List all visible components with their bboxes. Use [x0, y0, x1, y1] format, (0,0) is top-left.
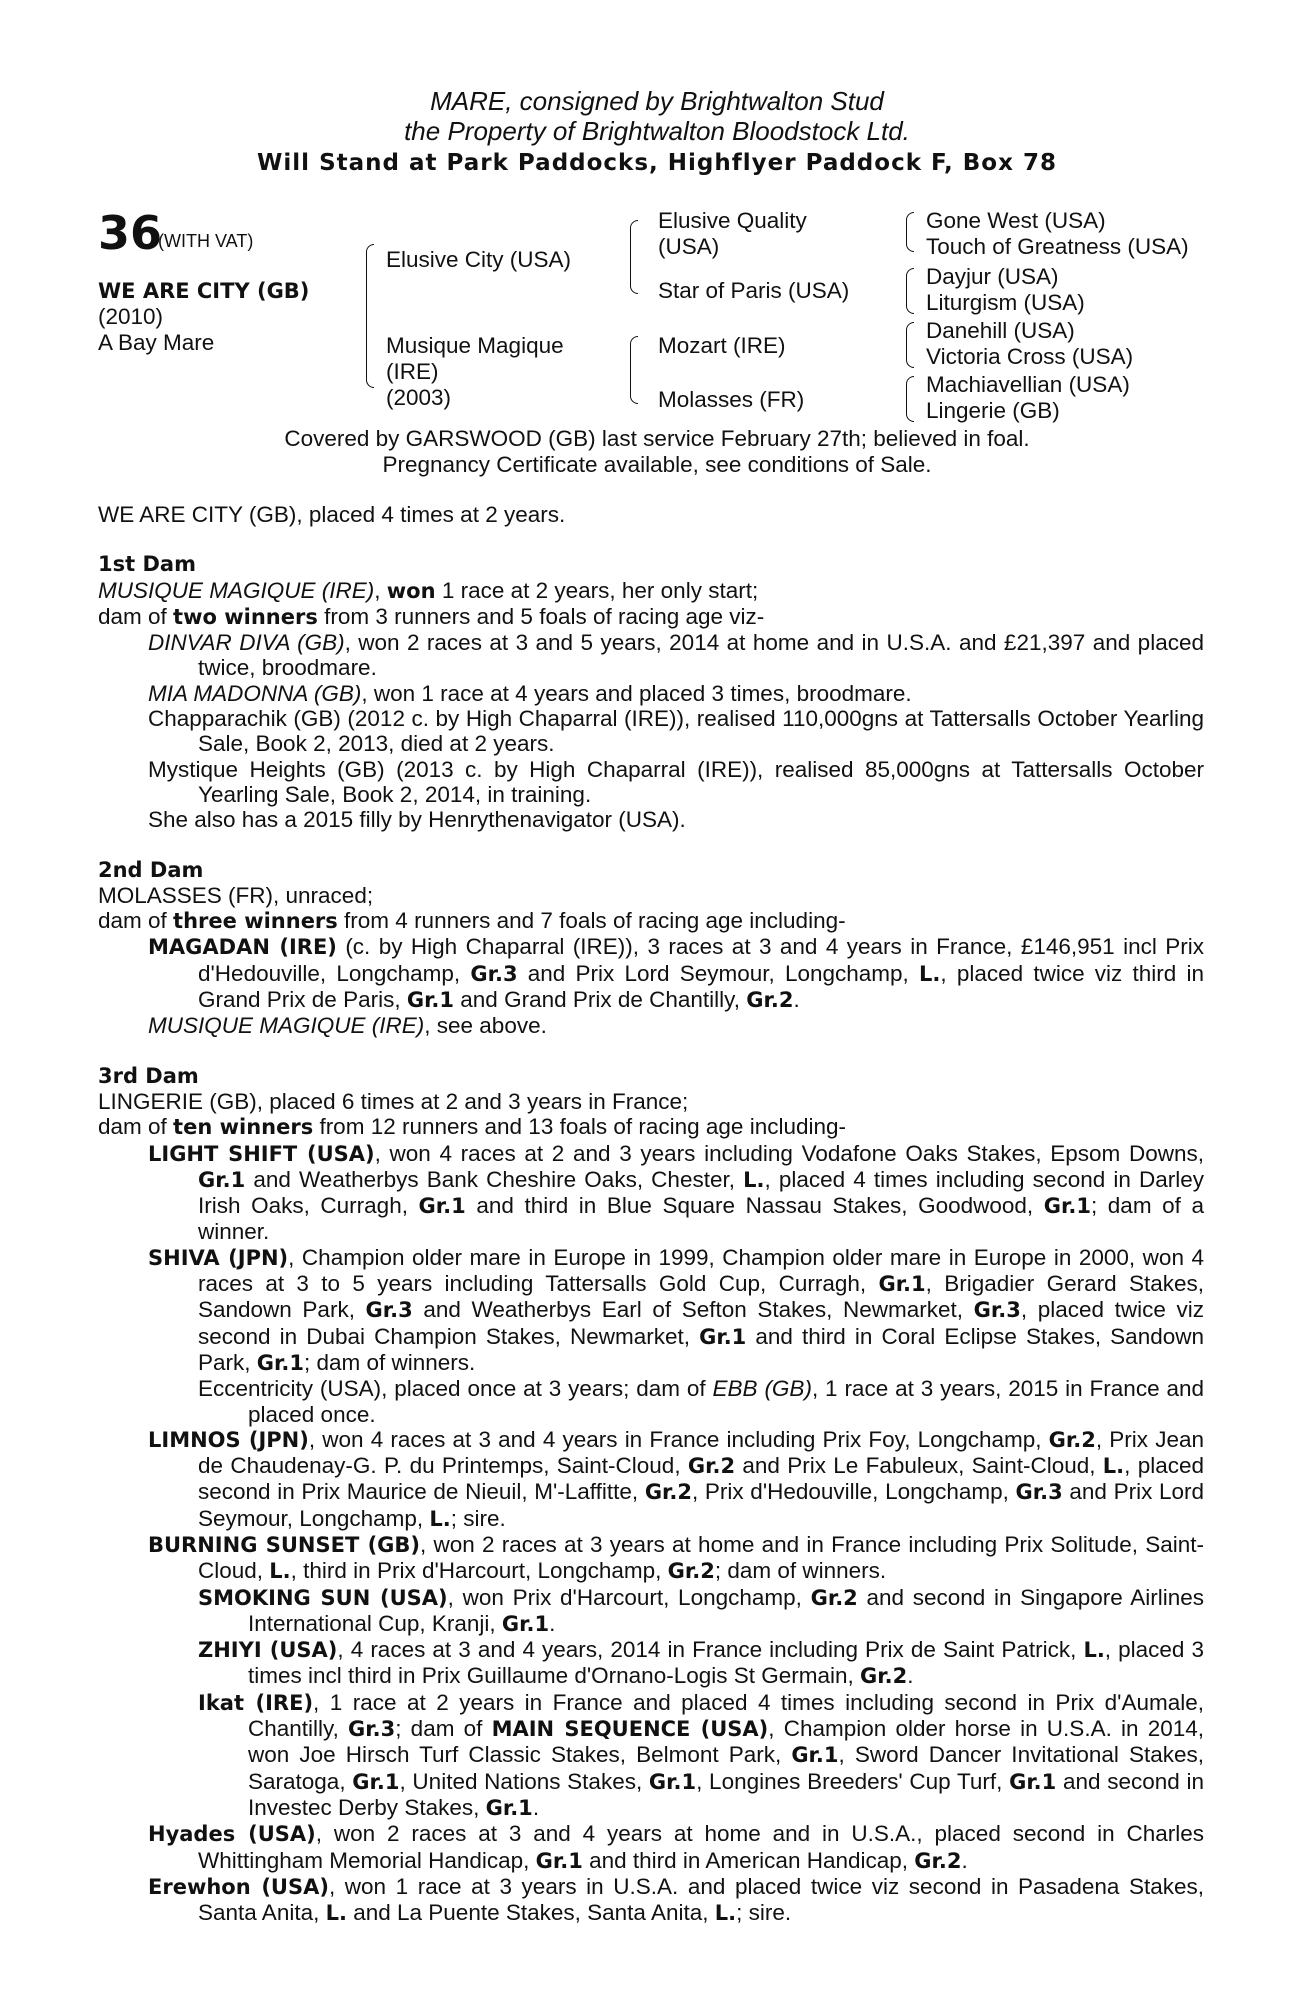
pedigree-bracket-dam	[630, 336, 638, 404]
sire-sire-origin: (USA)	[658, 234, 720, 259]
produce-name: DINVAR DIVA (GB)	[148, 630, 345, 656]
dam-sire-dam: Victoria Cross (USA)	[926, 344, 1134, 369]
dam-dam: Molasses (FR)	[658, 387, 805, 412]
horse-name: WE ARE CITY (GB)	[98, 279, 310, 303]
produce-name: Hyades (USA)	[148, 1822, 316, 1847]
sub-produce-entry: SMOKING SUN (USA), won Prix d'Harcourt, Longchamp, Gr.2 and second in Singapore Airlines International Cup, Kranji, Gr.1.	[198, 1584, 1204, 1636]
dam-year: (2003)	[386, 385, 452, 410]
vat-note: (WITH VAT)	[158, 231, 254, 251]
pedigree-bracket-ss	[906, 212, 914, 252]
sire-sire-sire: Gone West (USA)	[926, 208, 1106, 233]
produce-entry: SHIVA (JPN), Champion older mare in Europe in 1999, Champion older mare in Europe in 2000, won 4 races at 3 to 5 years including Tattersalls Gold Cup, Curragh, Gr.1, Brigadier Gerard Stakes, Sandown Park, Gr.3 and Weatherbys Earl of Sefton Stakes, Newmarket, Gr.3, placed twice viz second in Dubai Champion Stakes, Newmarket, Gr.1 and third in Coral Eclipse Stakes, Sandown Park, Gr.1; dam of winners.	[148, 1244, 1204, 1375]
second-dam-heading: 2nd Dam	[98, 857, 204, 882]
produce-name: EBB (GB)	[712, 1376, 812, 1402]
produce-name: SHIVA (JPN)	[148, 1245, 289, 1270]
winners-rest: from 4 runners and 7 foals of racing age including-	[337, 908, 846, 934]
produce-name: LIGHT SHIFT (USA)	[148, 1141, 375, 1166]
winners-count: two winners	[173, 604, 318, 629]
winners-rest: from 3 runners and 5 foals of racing age viz-	[317, 603, 765, 629]
sub-produce-entry: ZHIYI (USA), 4 races at 3 and 4 years, 2014 in France including Prix de Saint Patrick, L., placed 3 times incl third in Prix Guillaume d'Ornano-Logis St Germain, Gr.2.	[198, 1637, 1205, 1689]
pedigree-bracket-dd	[906, 376, 914, 422]
sub-produce-entry: Eccentricity (USA), placed once at 3 years; dam of EBB (GB), 1 race at 3 years, 2015 in France and placed once.	[198, 1376, 1204, 1427]
dam-dam-sire: Machiavellian (USA)	[926, 372, 1130, 397]
lot-number: 36	[98, 206, 163, 260]
dam-dam-dam: Lingerie (GB)	[926, 398, 1060, 423]
produce-entry	[148, 681, 1204, 706]
dam-sire: Mozart (IRE)	[658, 333, 786, 358]
sub-produce-entry: Ikat (IRE), 1 race at 2 years in France and placed 4 times including second in Prix d'Aumale, Chantilly, Gr.3; dam of MAIN SEQUENCE (USA), Champion older horse in U.S.A. in 2014, won Joe Hirsch Turf Classic Stakes, Belmont Park, Gr.1, Sword Dancer Invitational Stakes, Saratoga, Gr.1, United Nations Stakes, Gr.1, Longines Breeders' Cup Turf, Gr.1 and second in Investec Derby Stakes, Gr.1.	[198, 1689, 1204, 1820]
second-dam-produce	[98, 908, 1204, 934]
pedigree-bracket-sire	[630, 220, 638, 294]
produce-entry: MAGADAN (IRE) (c. by High Chaparral (IRE)), 3 races at 3 and 4 years in France, £146,951 incl Prix d'Hedouville, Longchamp, Gr.3 and Prix Lord Seymour, Longchamp, L., placed twice viz third in Grand Prix de Paris, Gr.1 and Grand Prix de Chantilly, Gr.2.	[148, 934, 1205, 1013]
produce-entry: LIGHT SHIFT (USA), won 4 races at 2 and 3 years including Vodafone Oaks Stakes, Epsom Downs, Gr.1 and Weatherbys Bank Cheshire Oaks, Chester, L., placed 4 times including second in Darley Irish Oaks, Curragh, Gr.1 and third in Blue Square Nassau Stakes, Goodwood, Gr.1; dam of a winner.	[148, 1140, 1204, 1245]
produce-name: Ikat (IRE)	[198, 1690, 314, 1715]
sire-sire-dam: Touch of Greatness (USA)	[926, 234, 1189, 259]
dam-origin: (IRE)	[386, 359, 439, 384]
produce-name: BURNING SUNSET (GB)	[148, 1532, 421, 1557]
produce-entry: She also has a 2015 filly by Henrythenavigator (USA).	[148, 807, 686, 833]
consignor-line: MARE, consigned by Brightwalton Stud	[430, 86, 884, 116]
dam-of-label: dam of	[98, 908, 174, 934]
property-line: the Property of Brightwalton Bloodstock Ltd.	[404, 116, 910, 146]
produce-text: , won 2 races at 3 and 5 years, 2014 at home and in U.S.A. and £21,397 and placed twice, broodmare.	[198, 630, 1204, 681]
produce-name: Erewhon (USA)	[148, 1874, 329, 1899]
produce-name: MAGADAN (IRE)	[148, 935, 337, 960]
dam-of-label: dam of	[98, 1114, 174, 1140]
sire-sire: Elusive Quality	[658, 208, 807, 233]
sire-name: Elusive City (USA)	[386, 247, 572, 272]
horse-description: A Bay Mare	[98, 330, 215, 355]
dam-of-label: dam of	[98, 603, 174, 629]
produce-name: MUSIQUE MAGIQUE (IRE)	[148, 1013, 425, 1039]
first-dam-heading: 1st Dam	[98, 552, 196, 577]
sire-dam-sire: Dayjur (USA)	[926, 264, 1059, 289]
pedigree-bracket-main	[366, 244, 374, 388]
produce-entry	[148, 630, 1204, 681]
winners-count: three winners	[173, 909, 338, 934]
first-dam-intro: MUSIQUE MAGIQUE (IRE), won 1 race at 2 years, her only start;	[98, 577, 759, 603]
third-dam-heading: 3rd Dam	[98, 1063, 199, 1088]
produce-entry: Erewhon (USA), won 1 race at 3 years in U.S.A. and placed twice viz second in Pasadena Stakes, Santa Anita, L. and La Puente Stakes, Santa Anita, L.; sire.	[148, 1873, 1205, 1926]
won-label: won	[386, 578, 436, 603]
pedigree-bracket-sd	[906, 268, 914, 314]
produce-name: LIMNOS (JPN)	[148, 1427, 309, 1452]
third-dam-intro: LINGERIE (GB), placed 6 times at 2 and 3 years in France;	[98, 1088, 689, 1114]
produce-entry: Chapparachik (GB) (2012 c. by High Chaparral (IRE)), realised 110,000gns at Tattersalls October Yearling Sale, Book 2, 2013, died at 2 years.	[148, 706, 1204, 757]
produce-text: , won 1 race at 4 years and placed 3 times, broodmare.	[361, 680, 912, 706]
winners-rest: from 12 runners and 13 foals of racing age including-	[313, 1114, 847, 1140]
produce-name: MIA MADONNA (GB)	[148, 680, 362, 706]
produce-entry: BURNING SUNSET (GB), won 2 races at 3 years at home and in France including Prix Solitude, Saint-Cloud, L., third in Prix d'Harcourt, Longchamp, Gr.2; dam of winners.	[148, 1531, 1204, 1584]
pedigree-bracket-ds	[906, 322, 914, 368]
catalogue-body	[98, 502, 1204, 1926]
stand-location: Will Stand at Park Paddocks, Highflyer Paddock F, Box 78	[257, 150, 1057, 176]
third-dam-produce	[98, 1114, 1204, 1140]
pregnancy-note: Pregnancy Certificate available, see conditions of Sale.	[382, 452, 932, 477]
produce-entry: MUSIQUE MAGIQUE (IRE), see above.	[148, 1013, 547, 1039]
sire-dam: Star of Paris (USA)	[658, 278, 850, 303]
winners-count: ten winners	[173, 1115, 314, 1140]
summary: WE ARE CITY (GB), placed 4 times at 2 years.	[98, 502, 566, 527]
covered-statement: Covered by GARSWOOD (GB) last service February 27th; believed in foal.	[284, 426, 1030, 451]
sire-dam-dam: Liturgism (USA)	[926, 290, 1085, 315]
produce-name: SMOKING SUN (USA)	[198, 1585, 448, 1610]
produce-entry: Mystique Heights (GB) (2013 c. by High Chaparral (IRE)), realised 85,000gns at Tattersalls October Yearling Sale, Book 2, 2014, in training.	[148, 756, 1204, 807]
produce-entry: LIMNOS (JPN), won 4 races at 3 and 4 years in France including Prix Foy, Longchamp, Gr.2, Prix Jean de Chaudenay-G. P. du Printemps, Saint-Cloud, Gr.2 and Prix Le Fabuleux, Saint-Cloud, L., placed second in Prix Maurice de Nieuil, M'-Laffitte, Gr.2, Prix d'Hedouville, Longchamp, Gr.3 and Prix Lord Seymour, Longchamp, L.; sire.	[148, 1426, 1205, 1531]
first-dam-produce	[98, 604, 1204, 630]
second-dam-intro: MOLASSES (FR), unraced;	[98, 882, 374, 908]
dam-sire-sire: Danehill (USA)	[926, 318, 1075, 343]
first-dam-name: MUSIQUE MAGIQUE (IRE)	[98, 577, 375, 603]
first-dam-intro-rest: 1 race at 2 years, her only start;	[435, 577, 759, 603]
produce-entry: Hyades (USA), won 2 races at 3 and 4 years at home and in U.S.A., placed second in Charles Whittingham Memorial Handicap, Gr.1 and third in American Handicap, Gr.2.	[148, 1821, 1205, 1873]
foaling-year: (2010)	[98, 304, 164, 329]
dam-name: Musique Magique	[386, 333, 564, 358]
produce-name: ZHIYI (USA)	[198, 1638, 338, 1663]
